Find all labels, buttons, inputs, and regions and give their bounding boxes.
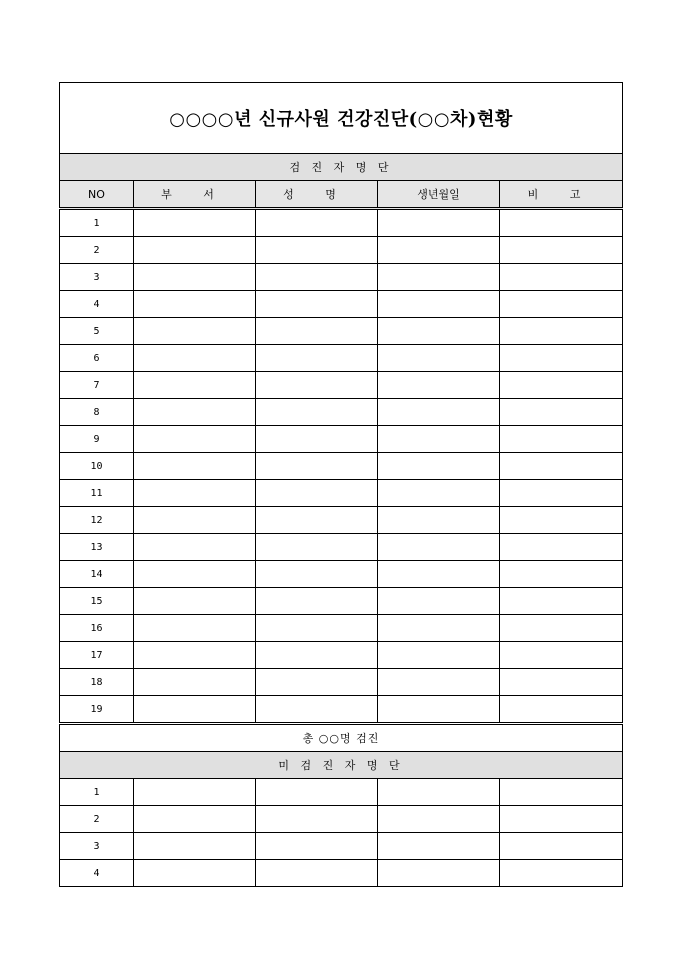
birthdate-cell[interactable] (378, 426, 500, 453)
remarks-cell[interactable] (500, 345, 623, 372)
birthdate-cell[interactable] (378, 561, 500, 588)
examined-row (60, 318, 623, 345)
birthdate-cell[interactable] (378, 779, 500, 806)
department-cell[interactable] (134, 426, 256, 453)
no-cell: 18 (60, 669, 134, 696)
remarks-cell[interactable] (500, 779, 623, 806)
no-cell: 5 (60, 318, 134, 345)
examined-section-header: 검 진 자 명 단 (60, 154, 623, 181)
unexamined-section-header: 미 검 진 자 명 단 (60, 752, 623, 779)
name-cell[interactable] (256, 642, 378, 669)
remarks-cell[interactable] (500, 453, 623, 480)
department-cell[interactable] (134, 534, 256, 561)
remarks-cell[interactable] (500, 534, 623, 561)
department-cell[interactable] (134, 291, 256, 318)
unexamined-row (60, 779, 623, 806)
birthdate-cell[interactable] (378, 669, 500, 696)
no-cell: 9 (60, 426, 134, 453)
no-cell: 2 (60, 806, 134, 833)
birthdate-cell[interactable] (378, 291, 500, 318)
no-cell: 2 (60, 237, 134, 264)
remarks-cell[interactable] (500, 860, 623, 887)
name-cell[interactable] (256, 669, 378, 696)
examined-row (60, 426, 623, 453)
name-cell[interactable] (256, 860, 378, 887)
remarks-cell[interactable] (500, 669, 623, 696)
name-cell[interactable] (256, 209, 378, 237)
birthdate-cell[interactable] (378, 399, 500, 426)
department-cell[interactable] (134, 318, 256, 345)
department-cell[interactable] (134, 642, 256, 669)
remarks-cell[interactable] (500, 318, 623, 345)
name-cell[interactable] (256, 833, 378, 860)
remarks-cell[interactable] (500, 426, 623, 453)
name-cell[interactable] (256, 399, 378, 426)
no-cell: 10 (60, 453, 134, 480)
department-cell[interactable] (134, 615, 256, 642)
unexamined-row (60, 806, 623, 833)
examined-row (60, 372, 623, 399)
remarks-cell[interactable] (500, 291, 623, 318)
department-cell[interactable] (134, 833, 256, 860)
name-cell[interactable] (256, 426, 378, 453)
examined-row (60, 345, 623, 372)
no-cell: 14 (60, 561, 134, 588)
remarks-cell[interactable] (500, 642, 623, 669)
column-header-name: 성 명 (256, 181, 378, 209)
birthdate-cell[interactable] (378, 237, 500, 264)
examined-row (60, 264, 623, 291)
department-cell[interactable] (134, 561, 256, 588)
no-cell: 16 (60, 615, 134, 642)
name-cell[interactable] (256, 588, 378, 615)
no-cell: 1 (60, 209, 134, 237)
name-cell[interactable] (256, 453, 378, 480)
examined-row (60, 534, 623, 561)
remarks-cell[interactable] (500, 209, 623, 237)
department-cell[interactable] (134, 507, 256, 534)
remarks-cell[interactable] (500, 507, 623, 534)
department-cell[interactable] (134, 372, 256, 399)
name-cell[interactable] (256, 372, 378, 399)
name-cell[interactable] (256, 561, 378, 588)
birthdate-cell[interactable] (378, 345, 500, 372)
no-cell: 11 (60, 480, 134, 507)
no-cell: 6 (60, 345, 134, 372)
birthdate-cell[interactable] (378, 209, 500, 237)
name-cell[interactable] (256, 806, 378, 833)
name-cell[interactable] (256, 534, 378, 561)
no-cell: 17 (60, 642, 134, 669)
examined-row (60, 642, 623, 669)
birthdate-cell[interactable] (378, 860, 500, 887)
department-cell[interactable] (134, 588, 256, 615)
remarks-cell[interactable] (500, 399, 623, 426)
birthdate-cell[interactable] (378, 507, 500, 534)
health-checkup-status-table (59, 82, 623, 887)
no-cell: 13 (60, 534, 134, 561)
department-cell[interactable] (134, 669, 256, 696)
department-cell[interactable] (134, 209, 256, 237)
document-title: ○○○○년 신규사원 건강진단(○○차)현황 (60, 83, 623, 154)
department-cell[interactable] (134, 480, 256, 507)
department-cell[interactable] (134, 806, 256, 833)
birthdate-cell[interactable] (378, 372, 500, 399)
no-cell: 3 (60, 833, 134, 860)
examined-row (60, 237, 623, 264)
department-cell[interactable] (134, 696, 256, 724)
examined-row (60, 669, 623, 696)
name-cell[interactable] (256, 264, 378, 291)
department-cell[interactable] (134, 264, 256, 291)
department-cell[interactable] (134, 453, 256, 480)
department-cell[interactable] (134, 779, 256, 806)
remarks-cell[interactable] (500, 264, 623, 291)
remarks-cell[interactable] (500, 372, 623, 399)
birthdate-cell[interactable] (378, 480, 500, 507)
remarks-cell[interactable] (500, 588, 623, 615)
no-cell: 3 (60, 264, 134, 291)
total-examined-text: 총 ○○명 검진 (60, 724, 623, 752)
examined-row (60, 209, 623, 237)
examined-row (60, 588, 623, 615)
name-cell[interactable] (256, 345, 378, 372)
department-cell[interactable] (134, 237, 256, 264)
remarks-cell[interactable] (500, 806, 623, 833)
column-header-department: 부 서 (134, 181, 256, 209)
remarks-cell[interactable] (500, 561, 623, 588)
unexamined-row (60, 833, 623, 860)
examined-row (60, 453, 623, 480)
no-cell: 4 (60, 291, 134, 318)
remarks-cell[interactable] (500, 237, 623, 264)
no-cell: 7 (60, 372, 134, 399)
birthdate-cell[interactable] (378, 453, 500, 480)
no-cell: 19 (60, 696, 134, 724)
birthdate-cell[interactable] (378, 534, 500, 561)
birthdate-cell[interactable] (378, 833, 500, 860)
remarks-cell[interactable] (500, 615, 623, 642)
name-cell[interactable] (256, 480, 378, 507)
name-cell[interactable] (256, 615, 378, 642)
department-cell[interactable] (134, 399, 256, 426)
birthdate-cell[interactable] (378, 264, 500, 291)
column-header-birthdate: 생년월일 (378, 181, 500, 209)
name-cell[interactable] (256, 237, 378, 264)
no-cell: 8 (60, 399, 134, 426)
examined-row (60, 480, 623, 507)
name-cell[interactable] (256, 291, 378, 318)
column-header-no: NO (60, 181, 134, 209)
birthdate-cell[interactable] (378, 806, 500, 833)
birthdate-cell[interactable] (378, 696, 500, 724)
birthdate-cell[interactable] (378, 615, 500, 642)
no-cell: 15 (60, 588, 134, 615)
birthdate-cell[interactable] (378, 588, 500, 615)
birthdate-cell[interactable] (378, 642, 500, 669)
unexamined-row (60, 860, 623, 887)
birthdate-cell[interactable] (378, 318, 500, 345)
department-cell[interactable] (134, 345, 256, 372)
examined-row (60, 507, 623, 534)
examined-row (60, 615, 623, 642)
examined-row (60, 399, 623, 426)
remarks-cell[interactable] (500, 833, 623, 860)
department-cell[interactable] (134, 860, 256, 887)
name-cell[interactable] (256, 696, 378, 724)
no-cell: 1 (60, 779, 134, 806)
no-cell: 4 (60, 860, 134, 887)
column-header-row (60, 181, 623, 209)
no-cell: 12 (60, 507, 134, 534)
remarks-cell[interactable] (500, 480, 623, 507)
column-header-remarks: 비 고 (500, 181, 623, 209)
remarks-cell[interactable] (500, 696, 623, 724)
examined-row (60, 696, 623, 724)
name-cell[interactable] (256, 507, 378, 534)
examined-row (60, 561, 623, 588)
name-cell[interactable] (256, 318, 378, 345)
name-cell[interactable] (256, 779, 378, 806)
examined-row (60, 291, 623, 318)
